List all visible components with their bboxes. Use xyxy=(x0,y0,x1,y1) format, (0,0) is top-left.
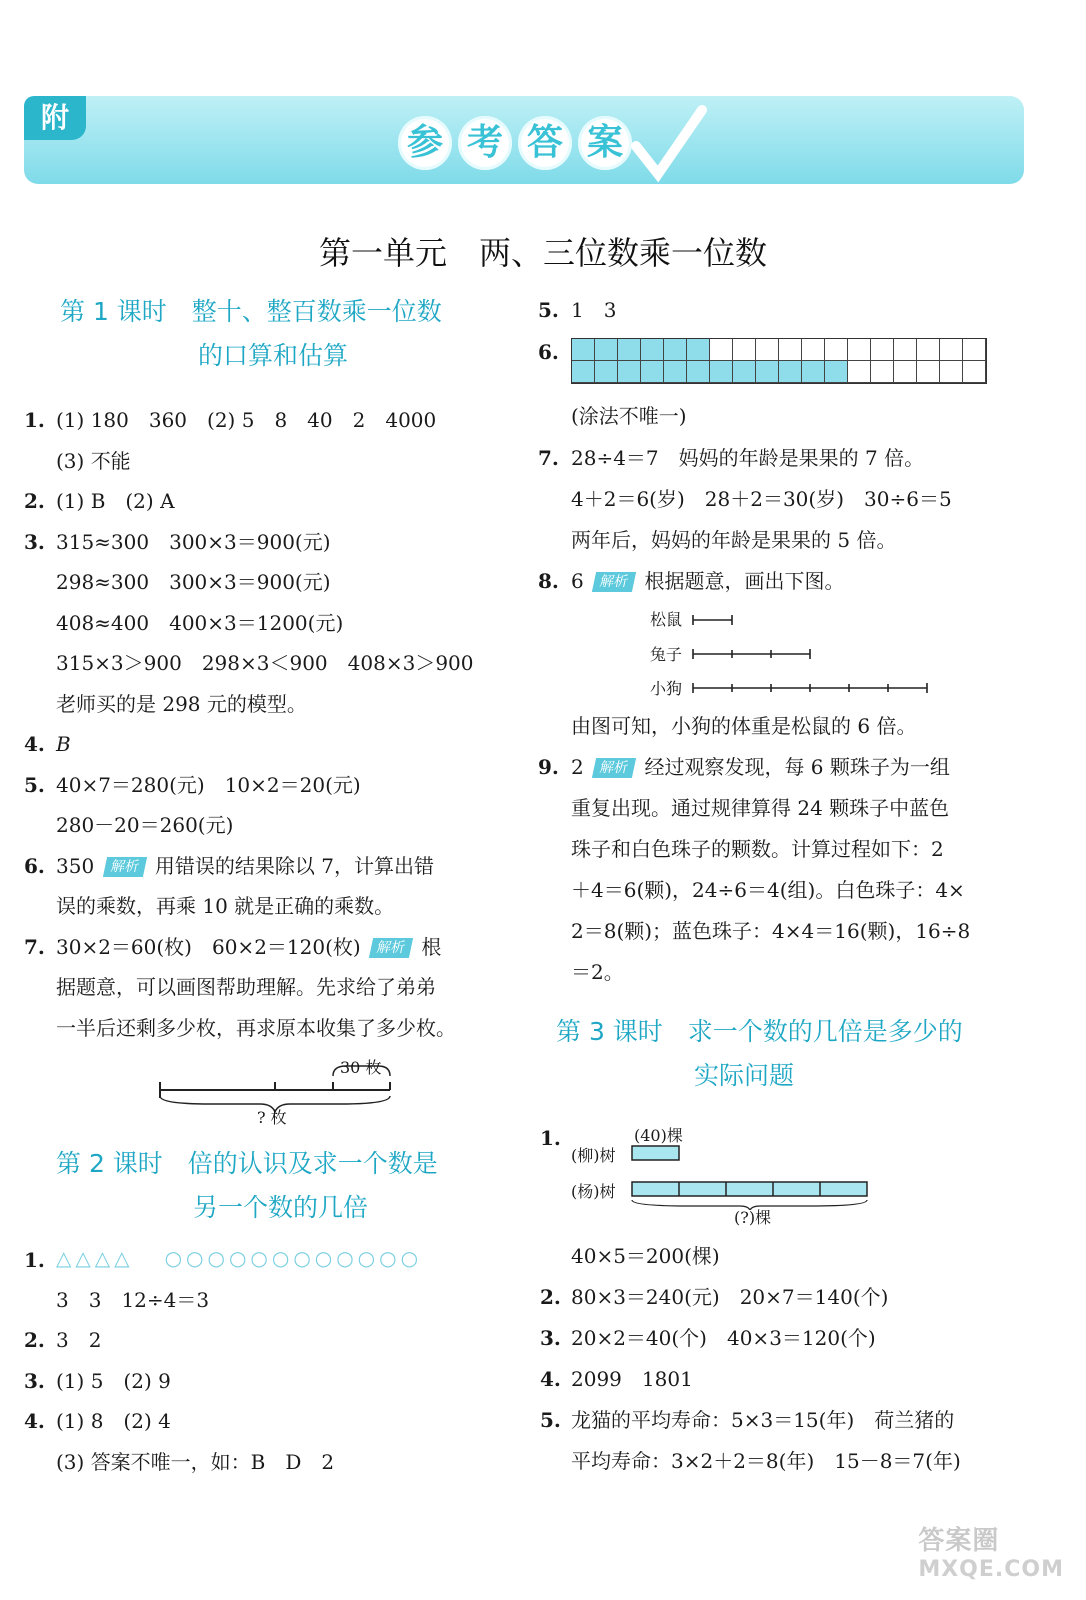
weight-comparison-diagram xyxy=(690,610,940,694)
triangles: △△△△ xyxy=(56,1246,134,1270)
grid-cell xyxy=(595,361,618,383)
answer-line: 2099 1801 xyxy=(571,1367,693,1391)
answer-line: 1 3 xyxy=(571,298,617,322)
banner-char: 案 xyxy=(578,116,632,170)
answer-value: 6 xyxy=(571,569,584,593)
answer-line xyxy=(571,753,950,781)
diagram-label: 30 枚 xyxy=(340,1058,382,1077)
grid-cell xyxy=(733,361,756,383)
question-number: 2. xyxy=(540,1285,561,1309)
grid-cell xyxy=(871,339,894,361)
answer-line: (1) 180 360 (2) 5 8 40 2 4000 xyxy=(56,408,437,432)
grid-cell xyxy=(618,361,641,383)
answer-line: 20×2＝40(个) 40×3＝120(个) xyxy=(571,1326,876,1350)
answer-line: B xyxy=(56,732,71,756)
answer-line: 315×3＞900 298×3＜900 408×3＞900 xyxy=(56,651,474,675)
grid-cell xyxy=(687,361,710,383)
question-number: 3. xyxy=(24,530,45,554)
banner-title xyxy=(398,116,632,176)
grid-cell xyxy=(802,339,825,361)
tree-count-diagram xyxy=(630,1140,880,1210)
question-number: 9. xyxy=(538,755,559,779)
diagram-label: 兔子 xyxy=(650,645,683,664)
watermark-text: 答案圈 xyxy=(918,1526,1000,1556)
grid-cell xyxy=(641,339,664,361)
grid-cell xyxy=(756,339,779,361)
lesson-3-title-2: 实际问题 xyxy=(694,1061,795,1090)
answer-line: 珠子和白色珠子的颗数。计算过程如下：2 xyxy=(571,837,944,861)
diagram-label: 松鼠 xyxy=(650,610,683,629)
analysis-text: 根据题意，画出下图。 xyxy=(644,569,845,593)
grid-cell xyxy=(618,339,641,361)
grid-cell xyxy=(917,361,940,383)
grid-cell xyxy=(595,339,618,361)
grid-cell xyxy=(825,361,848,383)
question-number: 3. xyxy=(540,1326,561,1350)
answer-line: 28÷4＝7 妈妈的年龄是果果的 7 倍。 xyxy=(571,446,925,470)
answer-line: 4＋2＝6(岁) 28＋2＝30(岁) 30÷6＝5 xyxy=(571,487,952,511)
grid-cell xyxy=(733,339,756,361)
answer-line: 2＝8(颗)；蓝色珠子：4×4＝16(颗)，16÷8 xyxy=(571,919,971,943)
banner-char: 考 xyxy=(458,116,512,170)
grid-cell xyxy=(641,361,664,383)
grid-cell xyxy=(664,339,687,361)
grid-cell xyxy=(848,339,871,361)
grid-cell xyxy=(687,339,710,361)
analysis-tag: 解析 xyxy=(592,758,636,778)
question-number: 6. xyxy=(538,340,559,364)
grid-cell xyxy=(848,361,871,383)
grid-cell xyxy=(963,339,986,361)
question-number: 6. xyxy=(24,854,45,878)
answer-line: (3) 不能 xyxy=(56,449,131,473)
answer-value: 30×2＝60(枚) 60×2＝120(枚) xyxy=(56,935,361,959)
question-number: 2. xyxy=(24,489,45,513)
answer-value: 2 xyxy=(571,755,584,779)
question-number: 5. xyxy=(24,773,45,797)
question-number: 4. xyxy=(540,1367,561,1391)
analysis-text: 用错误的结果除以 7，计算出错 xyxy=(154,854,434,878)
diagram-label: (杨)树 xyxy=(571,1182,616,1201)
unit-title: 第一单元 两、三位数乘一位数 xyxy=(318,234,767,272)
grid-cell xyxy=(825,339,848,361)
diagram-label: 小狗 xyxy=(650,679,683,698)
grid-cell xyxy=(779,361,802,383)
answer-line: (1) B (2) A xyxy=(56,489,175,513)
answer-line: 40×5＝200(棵) xyxy=(571,1244,720,1268)
analysis-tag: 解析 xyxy=(592,572,636,592)
question-number: 8. xyxy=(538,569,559,593)
diagram-label: (40)棵 xyxy=(634,1126,683,1145)
analysis-tag: 解析 xyxy=(369,938,413,958)
answer-line: 80×3＝240(元) 20×7＝140(个) xyxy=(571,1285,889,1309)
answer-line: 两年后，妈妈的年龄是果果的 5 倍。 xyxy=(571,528,897,552)
answer-line: (涂法不唯一) xyxy=(571,404,687,428)
lesson-3-title: 第 3 课时 求一个数的几倍是多少的 xyxy=(556,1017,963,1046)
answer-line: 平均寿命：3×2＋2＝8(年) 15－8＝7(年) xyxy=(571,1449,961,1473)
answer-line: 40×7＝280(元) 10×2＝20(元) xyxy=(56,773,361,797)
diagram-label: (?)棵 xyxy=(734,1208,772,1227)
diagram-label: (柳)树 xyxy=(571,1146,616,1165)
question-number: 5. xyxy=(540,1408,561,1432)
question-number: 3. xyxy=(24,1369,45,1393)
grid-cell xyxy=(779,339,802,361)
answer-line: 误的乘数，再乘 10 就是正确的乘数。 xyxy=(56,894,395,918)
answer-line: 3 2 xyxy=(56,1328,102,1352)
lesson-1-title-2: 的口算和估算 xyxy=(198,341,349,370)
answer-line xyxy=(56,852,434,880)
analysis-text: 经过观察发现，每 6 颗珠子为一组 xyxy=(644,755,950,779)
shading-grid xyxy=(571,338,987,384)
grid-cell xyxy=(894,339,917,361)
watermark-logo xyxy=(918,1520,1064,1582)
answer-line: ＝2。 xyxy=(571,960,624,984)
answer-line: (3) 答案不唯一，如：B D 2 xyxy=(56,1450,335,1474)
answer-line: 3 3 12÷4＝3 xyxy=(56,1288,210,1312)
diagram-label: ? 枚 xyxy=(257,1108,287,1127)
answer-line: 408≈400 400×3＝1200(元) xyxy=(56,611,344,635)
answer-line: ＋4＝6(颗)，24÷6＝4(组)。白色珠子：4× xyxy=(571,878,965,902)
question-number: 1. xyxy=(24,408,45,432)
answer-line: 315≈300 300×3＝900(元) xyxy=(56,530,331,554)
lesson-2-title: 第 2 课时 倍的认识及求一个数是 xyxy=(56,1149,438,1178)
lesson-2-title-2: 另一个数的几倍 xyxy=(193,1193,369,1222)
check-mark-icon xyxy=(628,104,708,184)
answer-line: 老师买的是 298 元的模型。 xyxy=(56,692,307,716)
grid-cell xyxy=(572,361,595,383)
question-number: 7. xyxy=(538,446,559,470)
grid-cell xyxy=(894,361,917,383)
grid-cell xyxy=(871,361,894,383)
grid-cell xyxy=(940,361,963,383)
grid-cell xyxy=(802,361,825,383)
appendix-tag: 附 xyxy=(24,96,86,140)
answer-line: 由图可知，小狗的体重是松鼠的 6 倍。 xyxy=(571,714,917,738)
question-number: 1. xyxy=(540,1126,561,1150)
question-number: 4. xyxy=(24,1409,45,1433)
answer-value: 350 xyxy=(56,854,95,878)
question-number: 4. xyxy=(24,732,45,756)
analysis-tag: 解析 xyxy=(102,857,146,877)
banner-char: 答 xyxy=(518,116,572,170)
question-number: 1. xyxy=(24,1248,45,1272)
question-number: 2. xyxy=(24,1328,45,1352)
analysis-text: 根 xyxy=(421,935,442,959)
grid-cell xyxy=(917,339,940,361)
grid-cell xyxy=(963,361,986,383)
circles: ○○○○○○○○○○○○ xyxy=(164,1246,423,1270)
grid-cell xyxy=(572,339,595,361)
lesson-1-title: 第 1 课时 整十、整百数乘一位数 xyxy=(60,297,442,326)
grid-cell xyxy=(710,339,733,361)
banner-char: 参 xyxy=(398,116,452,170)
grid-cell xyxy=(756,361,779,383)
question-number: 5. xyxy=(538,298,559,322)
answer-line: 重复出现。通过规律算得 24 颗珠子中蓝色 xyxy=(571,796,950,820)
grid-cell xyxy=(940,339,963,361)
grid-cell xyxy=(710,361,733,383)
answer-line: 龙猫的平均寿命：5×3＝15(年) 荷兰猪的 xyxy=(571,1408,955,1432)
watermark-url: MXQE.COM xyxy=(918,1557,1064,1582)
question-number: 7. xyxy=(24,935,45,959)
answer-line xyxy=(571,567,844,595)
answer-line: 298≈300 300×3＝900(元) xyxy=(56,570,331,594)
answer-line xyxy=(56,933,441,961)
shape-row xyxy=(56,1244,422,1272)
answer-line: (1) 5 (2) 9 xyxy=(56,1369,171,1393)
grid-cell xyxy=(664,361,687,383)
answer-line: 280－20＝260(元) xyxy=(56,813,234,837)
answer-line: (1) 8 (2) 4 xyxy=(56,1409,171,1433)
answer-line: 据题意，可以画图帮助理解。先求给了弟弟 xyxy=(56,975,436,999)
answer-line: 一半后还剩多少枚，再求原本收集了多少枚。 xyxy=(56,1016,456,1040)
